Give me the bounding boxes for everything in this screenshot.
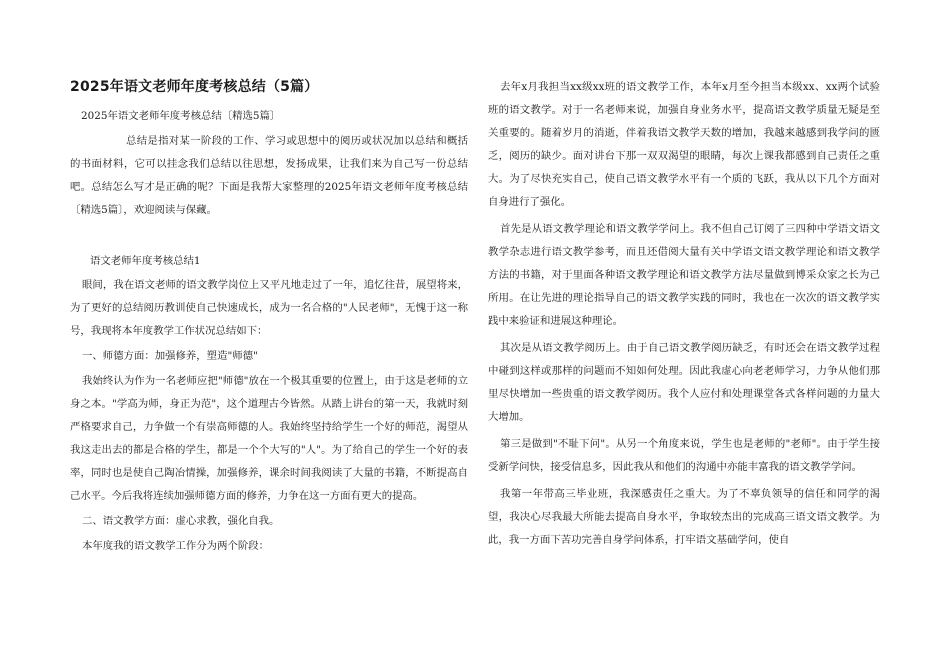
document-title: 2025年语文老师年度考核总结（5篇） (70, 79, 319, 95)
document-subtitle: 2025年语文老师年度考核总结〔精选5篇〕 (81, 110, 281, 122)
paragraph: 去年x月我担当xx级xx班的语文教学工作，本年x月至今担当本级xx、xx两个试验班的语文教学。对于一名老师来说，加强自身业务水平，提高语文教学质量无疑是至关重要的。随着岁月的消逝，伴着我语文教学天数的增加，我越来越感到我学问的匮乏，阅历的缺少。面对讲台下那一双双渴望的眼睛，每次上课我都感到自己责任之重大。为了尽快充实自己，使自己语文教学水平有一个质的飞跃，我从以下几个方面对自身进行了强化。 (488, 81, 880, 208)
section-title: 语文老师年度考核总结1 (90, 255, 201, 267)
left-column (70, 76, 468, 560)
right-column (488, 76, 880, 556)
paragraph: 第三是做到"不耻下问"。从另一个角度来说，学生也是老师的"老师"。由于学生接受新学问快，接受信息多，因此我从和他们的沟通中亦能丰富我的语文教学学问。 (488, 438, 880, 473)
paragraph: 我始终认为作为一名老师应把"师德"放在一个极其重要的位置上，由于这是老师的立身之本。"学高为师，身正为范"，这个道理古今皆然。从踏上讲台的第一天，我就时刻严格要求自己，力争做一个有崇高师德的人。我始终坚持给学生一个好的师范，渴望从我这走出去的都是合格的学生，都是一个个大写的"人"。为了给自己的学生一个好的表率，同时也是使自己陶冶情操，加强修养，课余时间我阅读了大量的书籍，不断提高自己水平。今后我将连续加强师德方面的修养，力争在这一方面有更大的提高。 (70, 375, 468, 502)
section-heading: 一、师德方面：加强修养，塑造"师德" (82, 350, 258, 362)
paragraph: 本年度我的语文教学工作分为两个阶段： (82, 540, 270, 552)
intro-paragraph: 总结是指对某一阶段的工作、学习或思想中的阅历或状况加以总结和概括的书面材料，它可以挂念我们总结以往思想，发扬成果，让我们来为自己写一份总结吧。总结怎么写才是正确的呢？下面是我帮大家整理的2025年语文老师年度考核总结〔精选5篇〕，欢迎阅读与保藏。 (70, 135, 468, 216)
paragraph: 我第一年带高三毕业班，我深感责任之重大。为了不辜负领导的信任和同学的渴望，我决心尽我最大所能去提高自身水平，争取较杰出的完成高三语文语文教学。为此，我一方面下苦功完善自身学问体系，打牢语文基础学问，使自 (488, 488, 880, 546)
paragraph: 首先是从语文教学理论和语文教学学问上。我不但自己订阅了三四种中学语文语文教学杂志进行语文教学参考，而且还借阅大量有关中学语文语文教学理论和语文教学方法的书籍，对于里面各种语文教学理论和语文教学方法尽量做到博采众家之长为己所用。在让先进的理论指导自己的语文教学实践的同时，我也在一次次的语文教学实践中来验证和进展这种理论。 (488, 223, 880, 327)
paragraph: 其次是从语文教学阅历上。由于自己语文教学阅历缺乏，有时还会在语文教学过程中碰到这样或那样的问题而不知如何处理。因此我虚心向老老师学习，力争从他们那里尽快增加一些贵重的语文教学阅历。我个人应付和处理课堂各式各样问题的力量大大增加。 (488, 342, 880, 423)
paragraph: 眼间，我在语文老师的语文教学岗位上又平凡地走过了一年，追忆往昔，展望将来，为了更好的总结阅历教训使自己快速成长，成为一名合格的"人民老师"，无愧于这一称号，我现将本年度教学工作状况总结如下： (70, 279, 468, 337)
section-heading: 二、语文教学方面：虚心求教，强化自我。 (82, 515, 280, 527)
